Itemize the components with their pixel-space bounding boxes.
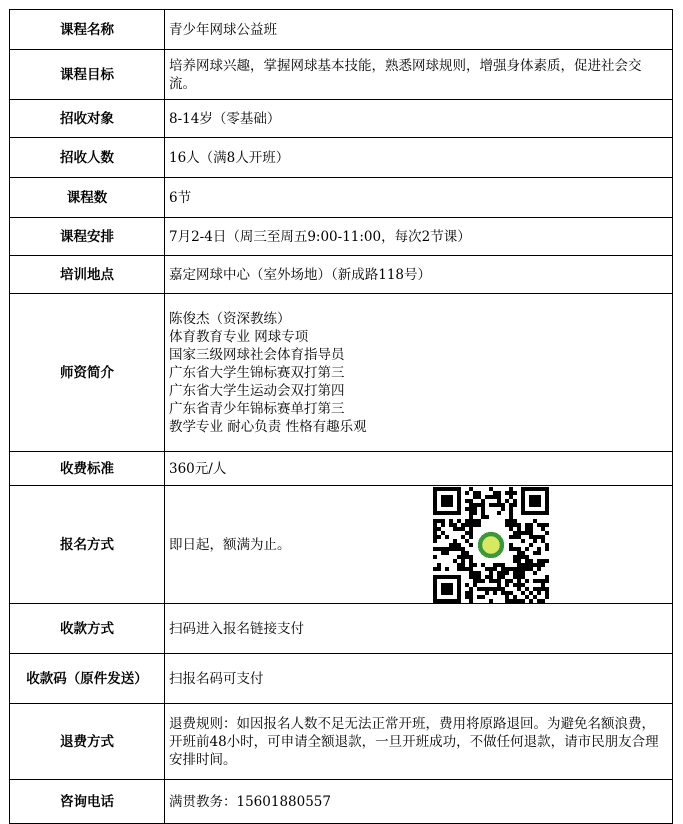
row-refund xyxy=(10,704,673,780)
teacher-line: 教学专业 耐心负责 性格有趣乐观 xyxy=(169,418,367,435)
label-pay-code: 收款码（原件发送） xyxy=(10,654,165,704)
label-course-goal: 课程目标 xyxy=(10,50,165,100)
label-teacher: 师资简介 xyxy=(10,294,165,452)
label-sessions: 课程数 xyxy=(10,178,165,218)
teacher-line: 广东省大学生锦标赛双打第三 xyxy=(169,364,345,381)
teacher-line: 陈俊杰（资深教练） xyxy=(169,310,291,327)
row-payment xyxy=(10,604,673,654)
value-sessions: 6节 xyxy=(165,178,673,218)
value-refund: 退费规则：如因报名人数不足无法正常开班，费用将原路退回。为避免名额浪费，开班前48小时，可申请全额退款，一旦开班成功，不做任何退款，请市民朋友合理安排时间。 xyxy=(165,704,673,780)
value-teacher xyxy=(165,294,673,452)
label-location: 培训地点 xyxy=(10,256,165,294)
row-fee xyxy=(10,452,673,486)
row-teacher xyxy=(10,294,673,452)
row-target xyxy=(10,100,673,138)
teacher-line: 广东省大学生运动会双打第四 xyxy=(169,382,345,399)
value-headcount: 16人（满8人开班） xyxy=(165,138,673,178)
value-target: 8-14岁（零基础） xyxy=(165,100,673,138)
row-pay-code xyxy=(10,654,673,704)
row-signup xyxy=(10,486,673,604)
label-payment: 收款方式 xyxy=(10,604,165,654)
label-signup: 报名方式 xyxy=(10,486,165,604)
row-location xyxy=(10,256,673,294)
teacher-line: 体育教育专业 网球专项 xyxy=(169,328,309,345)
label-fee: 收费标准 xyxy=(10,452,165,486)
value-schedule: 7月2-4日（周三至周五9:00-11:00，每次2节课） xyxy=(165,218,673,256)
label-schedule: 课程安排 xyxy=(10,218,165,256)
teacher-line: 国家三级网球社会体育指导员 xyxy=(169,346,345,363)
value-signup: 即日起，额满为止。 xyxy=(169,536,291,553)
value-course-name: 青少年网球公益班 xyxy=(165,10,673,50)
row-sessions xyxy=(10,178,673,218)
row-schedule xyxy=(10,218,673,256)
label-contact: 咨询电话 xyxy=(10,780,165,824)
course-info-table xyxy=(9,9,673,824)
label-headcount: 招收人数 xyxy=(10,138,165,178)
value-signup-cell xyxy=(165,486,673,604)
value-course-goal: 培养网球兴趣，掌握网球基本技能，熟悉网球规则，增强身体素质，促进社会交流。 xyxy=(165,50,673,100)
row-course-goal xyxy=(10,50,673,100)
value-fee: 360元/人 xyxy=(165,452,673,486)
row-contact xyxy=(10,780,673,824)
teacher-line: 广东省青少年锦标赛单打第三 xyxy=(169,400,345,417)
value-contact: 满贯教务：15601880557 xyxy=(165,780,673,824)
value-location: 嘉定网球中心（室外场地）（新成路118号） xyxy=(165,256,673,294)
signup-qr-code xyxy=(433,487,549,603)
row-headcount xyxy=(10,138,673,178)
label-target: 招收对象 xyxy=(10,100,165,138)
label-refund: 退费方式 xyxy=(10,704,165,780)
row-course-name xyxy=(10,10,673,50)
value-pay-code: 扫报名码可支付 xyxy=(165,654,673,704)
value-payment: 扫码进入报名链接支付 xyxy=(165,604,673,654)
qr-code-icon xyxy=(433,487,549,603)
label-course-name: 课程名称 xyxy=(10,10,165,50)
